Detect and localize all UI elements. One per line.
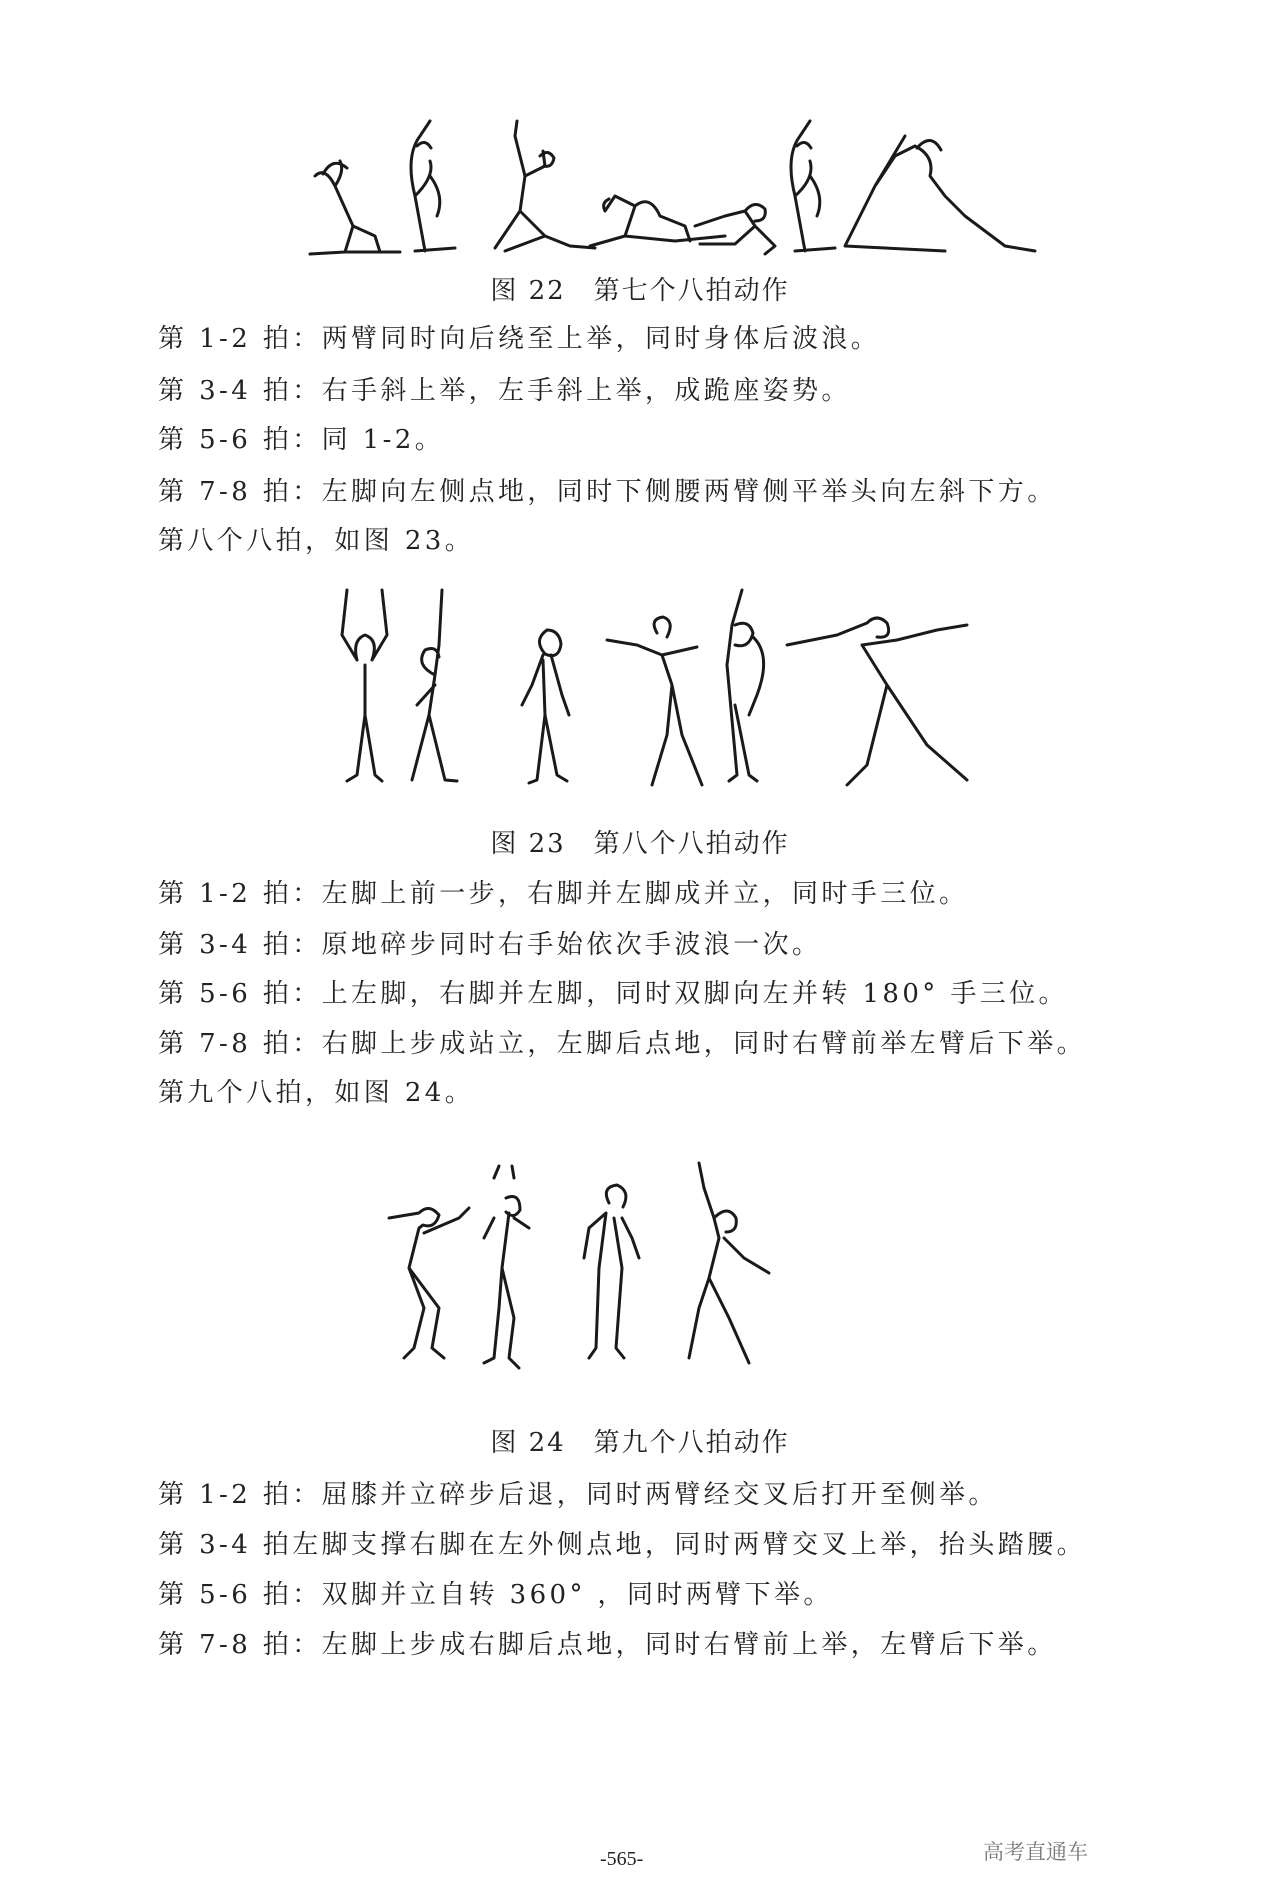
section9-line-3: 第 5-6 拍：双脚并立自转 360° ，同时两臂下举。 xyxy=(158,1580,833,1610)
section8-line-4: 第 7-8 拍：右脚上步成站立，左脚后点地，同时右臂前举左臂后下举。 xyxy=(158,1029,1086,1059)
section8-line-5: 第九个八拍，如图 24。 xyxy=(158,1078,475,1108)
section8-line-2: 第 3-4 拍：原地碎步同时右手始依次手波浪一次。 xyxy=(158,930,822,960)
figure-22-title: 第七个八拍动作 xyxy=(593,276,790,306)
section9-line-1: 第 1-2 拍：屈膝并立碎步后退，同时两臂经交叉后打开至侧举。 xyxy=(158,1480,998,1510)
figure-24-illustration xyxy=(384,1158,844,1380)
section8-line-1: 第 1-2 拍：左脚上前一步，右脚并左脚成并立，同时手三位。 xyxy=(158,879,969,909)
section8-line-3: 第 5-6 拍：上左脚，右脚并左脚，同时双脚向左并转 180° 手三位。 xyxy=(158,979,1068,1009)
figure-22-number: 图 22 xyxy=(490,276,566,306)
section7-line-2: 第 3-4 拍：右手斜上举，左手斜上举，成跪座姿势。 xyxy=(158,376,851,406)
section9-line-4: 第 7-8 拍：左脚上步成右脚后点地，同时右臂前上举，左臂后下举。 xyxy=(158,1630,1057,1660)
watermark: 高考直通车 xyxy=(983,1840,1088,1864)
figure-24-caption xyxy=(0,1422,1280,1459)
section7-line-4: 第 7-8 拍：左脚向左侧点地，同时下侧腰两臂侧平举头向左斜下方。 xyxy=(158,477,1057,507)
figure-23-caption xyxy=(0,823,1280,860)
figure-23-title: 第八个八拍动作 xyxy=(593,829,790,859)
page-number: -565- xyxy=(600,1848,644,1870)
figure-22-caption xyxy=(0,270,1280,307)
section7-line-3: 第 5-6 拍：同 1-2。 xyxy=(158,425,445,455)
figure-23-illustration xyxy=(317,585,1007,787)
section7-line-1: 第 1-2 拍：两臂同时向后绕至上举，同时身体后波浪。 xyxy=(158,324,881,354)
figure-24-number: 图 24 xyxy=(490,1428,566,1458)
figure-24-title: 第九个八拍动作 xyxy=(593,1428,790,1458)
section7-line-5: 第八个八拍，如图 23。 xyxy=(158,526,475,556)
section9-line-2: 第 3-4 拍左脚支撑右脚在左外侧点地，同时两臂交叉上举，抬头踏腰。 xyxy=(158,1530,1086,1560)
figure-22-illustration xyxy=(305,116,1045,258)
figure-23-number: 图 23 xyxy=(490,829,566,859)
